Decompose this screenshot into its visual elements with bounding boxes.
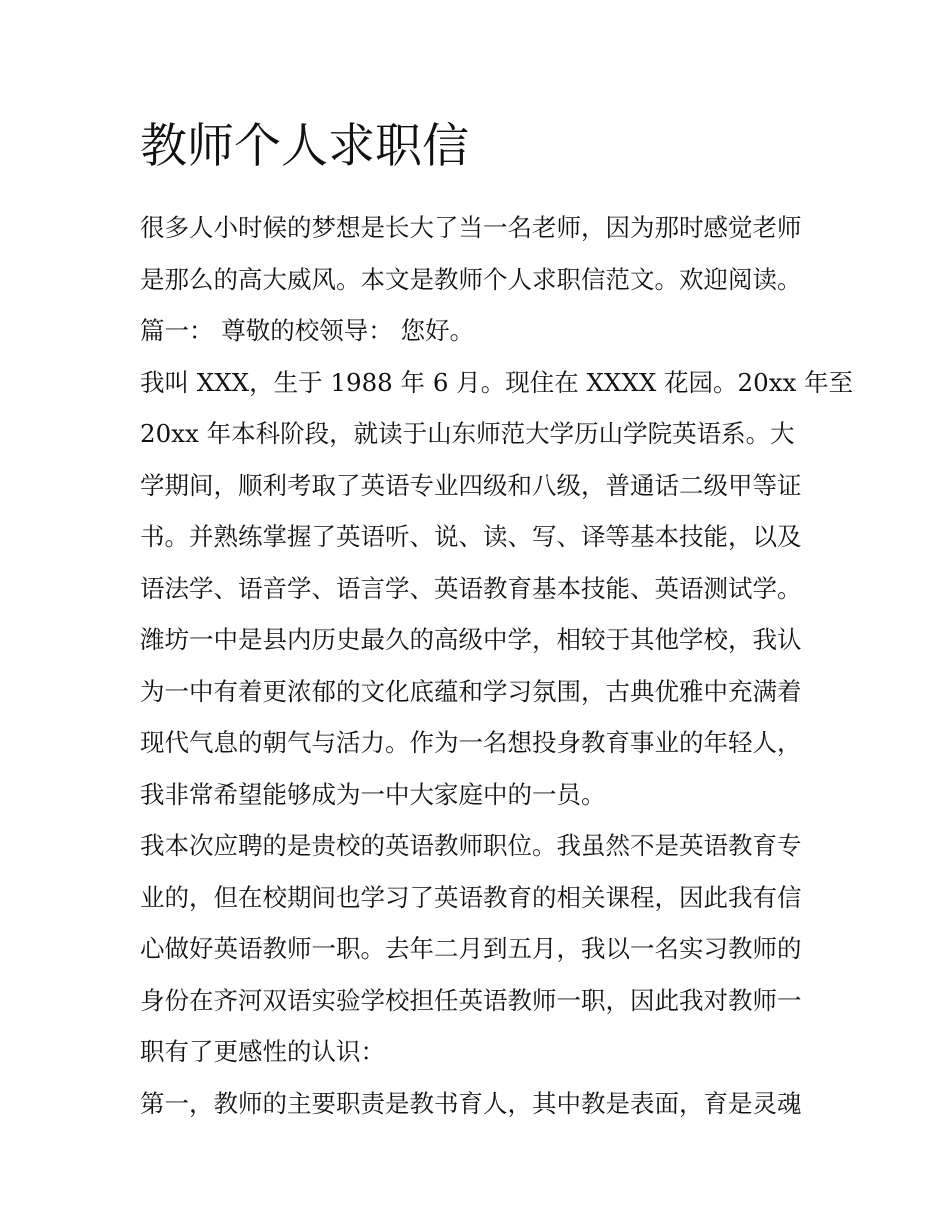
text-line: 我叫 XXX，生于 1988 年 6 月。现住在 XXXX 花园。20xx 年至 <box>140 367 854 397</box>
text-line: 我非常希望能够成为一中大家庭中的一员。 <box>140 779 606 809</box>
text-line: 是那么的高大威风。本文是教师个人求职信范文。欢迎阅读。 <box>140 264 802 294</box>
text-line: 职有了更感性的认识： <box>140 1037 385 1066</box>
text-line: 学期间，顺利考取了英语专业四级和八级，普通话二级甲等证 <box>140 470 802 500</box>
text-line: 第一，教师的主要职责是教书育人，其中教是表面，育是灵魂 <box>140 1088 802 1118</box>
paragraph <box>140 614 820 820</box>
document-page <box>140 112 854 1129</box>
text-line: 我本次应聘的是贵校的英语教师职位。我虽然不是英语教育专 <box>140 831 802 860</box>
text-line: 现代气息的朝气与活力。作为一名想投身教育事业的年轻人， <box>140 728 802 757</box>
document-title: 教师个人求职信 <box>140 119 469 174</box>
text-line: 心做好英语教师一职。去年二月到五月，我以一名实习教师的 <box>140 934 802 963</box>
paragraph <box>140 357 854 615</box>
paragraph <box>140 305 820 357</box>
text-line: 篇一： 尊敬的校领导： 您好。 <box>140 316 475 345</box>
text-line: 为一中有着更浓郁的文化底蕴和学习氛围，古典优雅中充满着 <box>140 676 802 706</box>
text-line: 很多人小时候的梦想是长大了当一名老师，因为那时感觉老师 <box>140 213 802 242</box>
paragraph <box>140 202 820 305</box>
text-line: 语法学、语音学、语言学、英语教育基本技能、英语测试学。 <box>140 573 802 603</box>
text-line: 业的，但在校期间也学习了英语教育的相关课程，因此我有信 <box>140 882 802 912</box>
text-line: 身份在齐河双语实验学校担任英语教师一职，因此我对教师一 <box>140 985 802 1015</box>
paragraph <box>140 1078 820 1130</box>
text-line: 20xx 年本科阶段，就读于山东师范大学历山学院英语系。大 <box>140 419 795 448</box>
document-body <box>140 202 854 1129</box>
paragraph <box>140 820 820 1078</box>
text-line: 书。并熟练掌握了英语听、说、读、写、译等基本技能，以及 <box>140 522 802 551</box>
text-line: 潍坊一中是县内历史最久的高级中学，相较于其他学校，我认 <box>140 625 802 654</box>
